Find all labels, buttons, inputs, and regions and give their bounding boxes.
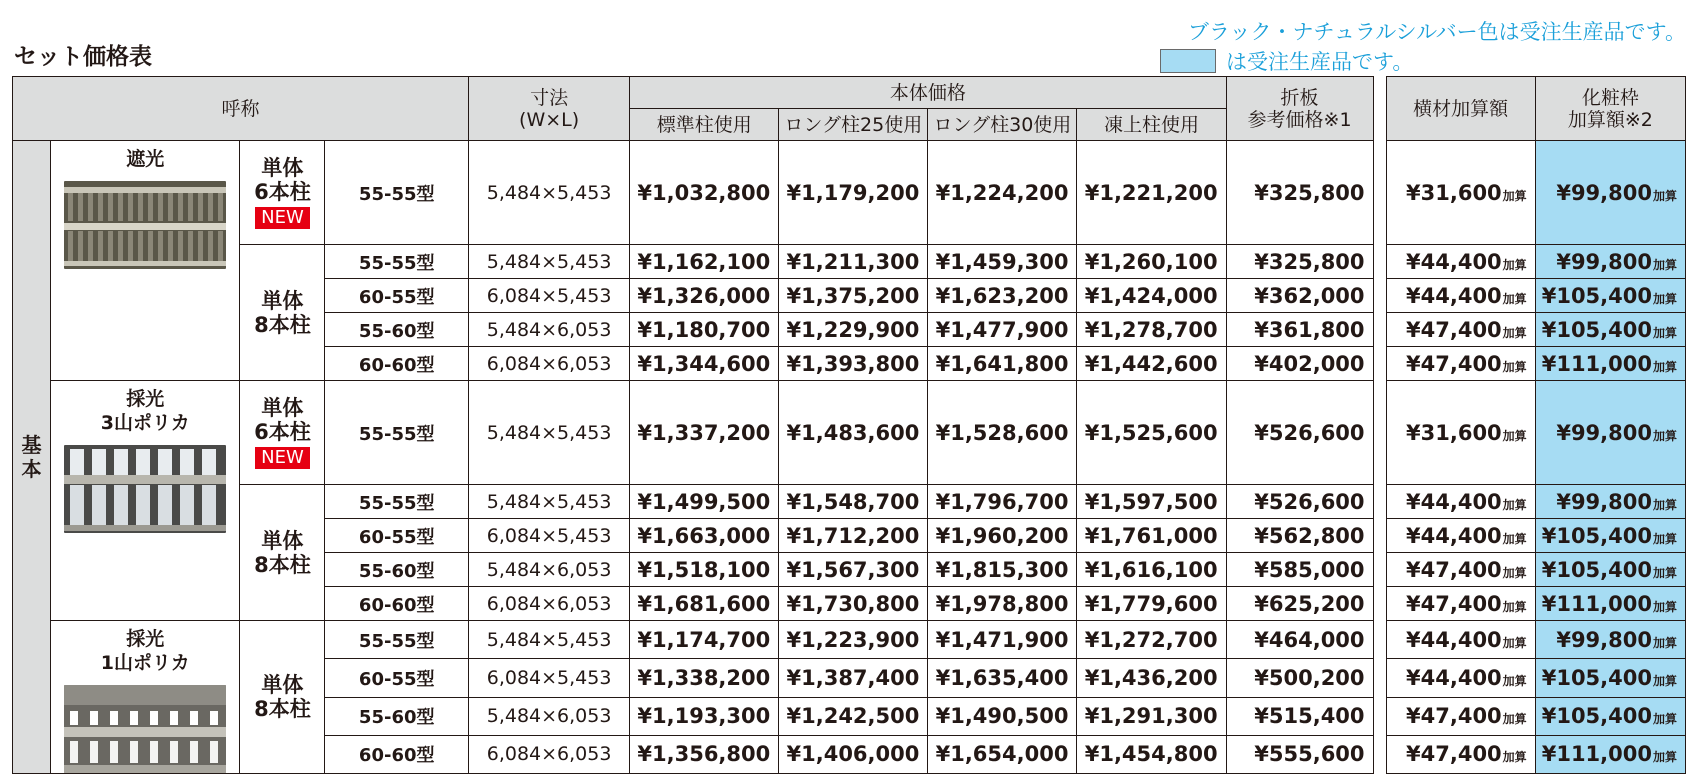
variant-label: 遮光 [126, 148, 165, 170]
price-long30-cell: ¥1,623,200 [928, 279, 1077, 313]
trim-value: ¥99,800 [1556, 489, 1652, 514]
price-long25-cell: ¥1,567,300 [779, 553, 928, 587]
post-count-label: 8本柱 [254, 697, 311, 721]
price-standard-cell: ¥1,518,100 [630, 553, 779, 587]
size-cell: 6,084×6,053 [469, 587, 630, 621]
trim-add-cell [1535, 347, 1685, 381]
price-standard-cell: ¥1,180,700 [630, 313, 779, 347]
add-suffix: 加算 [1502, 565, 1527, 580]
price-long25-cell: ¥1,730,800 [779, 587, 928, 621]
size-cell: 6,084×5,453 [469, 519, 630, 553]
add-suffix: 加算 [1502, 291, 1527, 306]
size-cell: 5,484×6,053 [469, 553, 630, 587]
beam-add-cell [1386, 485, 1535, 519]
variant-label: 採光 [126, 388, 165, 410]
price-long25-cell: ¥1,375,200 [779, 279, 928, 313]
column-gap [1373, 141, 1386, 245]
new-badge: NEW [255, 447, 310, 469]
add-suffix: 加算 [1502, 531, 1527, 546]
col-header-standard: 標準柱使用 [630, 109, 779, 141]
price-long30-cell: ¥1,978,800 [928, 587, 1077, 621]
table-row [13, 245, 1686, 279]
beam-add-cell [1386, 245, 1535, 279]
column-gap [1373, 697, 1386, 735]
beam-add-cell [1386, 735, 1535, 773]
table-row [13, 485, 1686, 519]
trim-value: ¥105,400 [1541, 665, 1652, 690]
model-cell: 60-60型 [325, 347, 469, 381]
unit-label: 単体 [261, 528, 304, 553]
panel-price-cell: ¥402,000 [1226, 347, 1373, 381]
add-suffix: 加算 [1502, 712, 1527, 727]
add-suffix: 加算 [1502, 257, 1527, 272]
price-frozen-cell: ¥1,454,800 [1077, 735, 1226, 773]
beam-add-cell [1386, 381, 1535, 485]
column-gap [1373, 621, 1386, 659]
beam-add-cell [1386, 587, 1535, 621]
add-suffix: 加算 [1502, 428, 1527, 443]
price-long30-cell: ¥1,471,900 [928, 621, 1077, 659]
panel-price-cell: ¥526,600 [1226, 381, 1373, 485]
price-long25-cell: ¥1,229,900 [779, 313, 928, 347]
trim-value: ¥111,000 [1541, 351, 1652, 376]
beam-value: ¥31,600 [1406, 180, 1502, 205]
trim-add-cell [1535, 553, 1685, 587]
price-long30-cell: ¥1,654,000 [928, 735, 1077, 773]
table-row [13, 621, 1686, 659]
price-standard-cell: ¥1,337,200 [630, 381, 779, 485]
trim-add-cell [1535, 381, 1685, 485]
trim-add-cell [1535, 245, 1685, 279]
panel-price-cell: ¥325,800 [1226, 245, 1373, 279]
price-long30-cell: ¥1,815,300 [928, 553, 1077, 587]
size-cell: 5,484×6,053 [469, 697, 630, 735]
beam-value: ¥47,400 [1406, 704, 1502, 729]
category-label: 基本 [21, 433, 42, 481]
size-cell: 6,084×6,053 [469, 347, 630, 381]
variant-cell [51, 621, 240, 774]
price-long25-cell: ¥1,548,700 [779, 485, 928, 519]
trim-add-cell [1535, 141, 1685, 245]
trim-add-cell [1535, 735, 1685, 773]
variant-sublabel: 1山ポリカ [100, 652, 190, 674]
model-cell: 60-55型 [325, 279, 469, 313]
unit-cell [240, 141, 325, 245]
add-suffix: 加算 [1652, 531, 1677, 546]
panel-price-cell: ¥325,800 [1226, 141, 1373, 245]
unit-cell [240, 485, 325, 621]
price-standard-cell: ¥1,356,800 [630, 735, 779, 773]
model-cell: 55-55型 [325, 141, 469, 245]
one-ridge-polycarbonate-roof-photo [51, 685, 239, 773]
panel-price-cell: ¥500,200 [1226, 659, 1373, 697]
column-gap [1373, 313, 1386, 347]
price-long30-cell: ¥1,459,300 [928, 245, 1077, 279]
trim-value: ¥105,400 [1541, 317, 1652, 342]
col-header-beam: 横材加算額 [1386, 77, 1535, 141]
unit-label: 単体 [261, 288, 304, 313]
legend-swatch [1160, 49, 1216, 73]
model-cell: 55-55型 [325, 245, 469, 279]
price-long25-cell: ¥1,179,200 [779, 141, 928, 245]
size-cell: 5,484×5,453 [469, 485, 630, 519]
category-cell [13, 141, 51, 774]
price-long30-cell: ¥1,960,200 [928, 519, 1077, 553]
panel-price-cell: ¥562,800 [1226, 519, 1373, 553]
price-frozen-cell: ¥1,779,600 [1077, 587, 1226, 621]
add-suffix: 加算 [1652, 359, 1677, 374]
beam-add-cell [1386, 697, 1535, 735]
legend-note [1160, 46, 1413, 76]
trim-add-cell [1535, 697, 1685, 735]
unit-label: 単体 [261, 673, 304, 697]
add-suffix: 加算 [1652, 497, 1677, 512]
shading-roof-photo [51, 181, 239, 269]
model-cell: 55-60型 [325, 313, 469, 347]
price-long30-cell: ¥1,477,900 [928, 313, 1077, 347]
price-frozen-cell: ¥1,291,300 [1077, 697, 1226, 735]
panel-price-cell: ¥361,800 [1226, 313, 1373, 347]
column-gap [1373, 587, 1386, 621]
price-standard-cell: ¥1,338,200 [630, 659, 779, 697]
beam-value: ¥47,400 [1406, 742, 1502, 767]
col-header-panel: 折板 参考価格※1 [1226, 77, 1373, 141]
add-suffix: 加算 [1502, 750, 1527, 765]
price-standard-cell: ¥1,174,700 [630, 621, 779, 659]
price-long30-cell: ¥1,224,200 [928, 141, 1077, 245]
column-gap [1373, 553, 1386, 587]
trim-value: ¥105,400 [1541, 523, 1652, 548]
panel-price-cell: ¥585,000 [1226, 553, 1373, 587]
panel-price-cell: ¥464,000 [1226, 621, 1373, 659]
beam-value: ¥44,400 [1406, 489, 1502, 514]
panel-price-cell: ¥362,000 [1226, 279, 1373, 313]
price-table-body [13, 141, 1686, 774]
size-cell: 5,484×6,053 [469, 313, 630, 347]
price-standard-cell: ¥1,032,800 [630, 141, 779, 245]
column-gap [1373, 77, 1386, 141]
column-gap [1373, 245, 1386, 279]
panel-price-cell: ¥515,400 [1226, 697, 1373, 735]
price-long30-cell: ¥1,641,800 [928, 347, 1077, 381]
price-long25-cell: ¥1,483,600 [779, 381, 928, 485]
post-count-label: 8本柱 [254, 552, 311, 577]
model-cell: 60-60型 [325, 735, 469, 773]
trim-value: ¥105,400 [1541, 283, 1652, 308]
trim-add-cell [1535, 519, 1685, 553]
variant-label: 採光 [126, 628, 165, 650]
trim-value: ¥99,800 [1556, 627, 1652, 652]
three-ridge-polycarbonate-roof-photo [51, 445, 239, 533]
beam-value: ¥47,400 [1406, 591, 1502, 616]
col-header-long25: ロング柱25使用 [779, 109, 928, 141]
price-frozen-cell: ¥1,221,200 [1077, 141, 1226, 245]
table-row [13, 141, 1686, 245]
add-suffix: 加算 [1652, 291, 1677, 306]
model-cell: 55-60型 [325, 553, 469, 587]
add-suffix: 加算 [1502, 673, 1527, 688]
column-gap [1373, 519, 1386, 553]
col-header-trim: 化粧枠 加算額※2 [1535, 77, 1685, 141]
post-count-label: 6本柱 [254, 180, 311, 204]
model-cell: 60-55型 [325, 519, 469, 553]
beam-add-cell [1386, 519, 1535, 553]
price-frozen-cell: ¥1,436,200 [1077, 659, 1226, 697]
model-cell: 55-55型 [325, 381, 469, 485]
price-long30-cell: ¥1,528,600 [928, 381, 1077, 485]
price-long25-cell: ¥1,406,000 [779, 735, 928, 773]
size-cell: 5,484×5,453 [469, 245, 630, 279]
column-gap [1373, 659, 1386, 697]
price-frozen-cell: ¥1,597,500 [1077, 485, 1226, 519]
size-cell: 6,084×5,453 [469, 659, 630, 697]
model-cell: 55-60型 [325, 697, 469, 735]
price-frozen-cell: ¥1,278,700 [1077, 313, 1226, 347]
variant-sublabel: 3山ポリカ [100, 412, 190, 434]
size-cell: 5,484×5,453 [469, 381, 630, 485]
trim-value: ¥99,800 [1556, 180, 1652, 205]
col-header-long30: ロング柱30使用 [928, 109, 1077, 141]
price-standard-cell: ¥1,326,000 [630, 279, 779, 313]
price-long30-cell: ¥1,635,400 [928, 659, 1077, 697]
unit-cell [240, 245, 325, 381]
trim-value: ¥99,800 [1556, 249, 1652, 274]
panel-price-cell: ¥555,600 [1226, 735, 1373, 773]
post-count-label: 8本柱 [254, 312, 311, 337]
beam-value: ¥47,400 [1406, 317, 1502, 342]
price-long25-cell: ¥1,211,300 [779, 245, 928, 279]
price-long25-cell: ¥1,242,500 [779, 697, 928, 735]
price-table [12, 76, 1686, 774]
price-standard-cell: ¥1,681,600 [630, 587, 779, 621]
trim-add-cell [1535, 659, 1685, 697]
beam-add-cell [1386, 621, 1535, 659]
add-suffix: 加算 [1652, 325, 1677, 340]
model-cell: 60-55型 [325, 659, 469, 697]
trim-add-cell [1535, 485, 1685, 519]
trim-add-cell [1535, 279, 1685, 313]
unit-label: 単体 [261, 396, 304, 420]
add-suffix: 加算 [1652, 188, 1677, 203]
size-cell: 5,484×5,453 [469, 141, 630, 245]
add-suffix: 加算 [1652, 712, 1677, 727]
col-header-body-price: 本体価格 [630, 77, 1226, 109]
unit-label: 単体 [261, 156, 304, 180]
new-badge: NEW [255, 207, 310, 229]
add-suffix: 加算 [1652, 599, 1677, 614]
made-to-order-note: ブラック・ナチュラルシルバー色は受注生産品です。 [1187, 20, 1686, 44]
add-suffix: 加算 [1652, 635, 1677, 650]
trim-add-cell [1535, 621, 1685, 659]
col-header-size: 寸法 (W×L) [469, 77, 630, 141]
add-suffix: 加算 [1652, 565, 1677, 580]
trim-add-cell [1535, 313, 1685, 347]
column-gap [1373, 347, 1386, 381]
legend-text: は受注生産品です。 [1226, 50, 1414, 74]
post-count-label: 6本柱 [254, 420, 311, 444]
panel-price-cell: ¥526,600 [1226, 485, 1373, 519]
price-frozen-cell: ¥1,761,000 [1077, 519, 1226, 553]
add-suffix: 加算 [1502, 635, 1527, 650]
price-long30-cell: ¥1,490,500 [928, 697, 1077, 735]
beam-add-cell [1386, 553, 1535, 587]
beam-value: ¥44,400 [1406, 665, 1502, 690]
panel-price-cell: ¥625,200 [1226, 587, 1373, 621]
trim-value: ¥111,000 [1541, 591, 1652, 616]
add-suffix: 加算 [1652, 428, 1677, 443]
add-suffix: 加算 [1502, 497, 1527, 512]
beam-value: ¥47,400 [1406, 351, 1502, 376]
trim-value: ¥99,800 [1556, 420, 1652, 445]
model-cell: 55-55型 [325, 485, 469, 519]
size-cell: 6,084×6,053 [469, 735, 630, 773]
add-suffix: 加算 [1652, 750, 1677, 765]
beam-add-cell [1386, 279, 1535, 313]
beam-value: ¥44,400 [1406, 249, 1502, 274]
trim-add-cell [1535, 587, 1685, 621]
table-row [13, 381, 1686, 485]
price-frozen-cell: ¥1,442,600 [1077, 347, 1226, 381]
col-header-name: 呼称 [13, 77, 469, 141]
beam-value: ¥47,400 [1406, 557, 1502, 582]
beam-value: ¥44,400 [1406, 627, 1502, 652]
price-frozen-cell: ¥1,525,600 [1077, 381, 1226, 485]
column-gap [1373, 735, 1386, 773]
add-suffix: 加算 [1502, 599, 1527, 614]
price-frozen-cell: ¥1,616,100 [1077, 553, 1226, 587]
trim-value: ¥105,400 [1541, 557, 1652, 582]
column-gap [1373, 485, 1386, 519]
price-long25-cell: ¥1,223,900 [779, 621, 928, 659]
price-frozen-cell: ¥1,260,100 [1077, 245, 1226, 279]
model-cell: 55-55型 [325, 621, 469, 659]
unit-cell [240, 621, 325, 774]
price-long25-cell: ¥1,712,200 [779, 519, 928, 553]
beam-value: ¥44,400 [1406, 523, 1502, 548]
size-cell: 6,084×5,453 [469, 279, 630, 313]
add-suffix: 加算 [1502, 325, 1527, 340]
beam-add-cell [1386, 347, 1535, 381]
beam-add-cell [1386, 313, 1535, 347]
size-cell: 5,484×5,453 [469, 621, 630, 659]
beam-add-cell [1386, 659, 1535, 697]
col-header-frozen: 凍上柱使用 [1077, 109, 1226, 141]
price-standard-cell: ¥1,663,000 [630, 519, 779, 553]
price-standard-cell: ¥1,499,500 [630, 485, 779, 519]
beam-value: ¥44,400 [1406, 283, 1502, 308]
beam-add-cell [1386, 141, 1535, 245]
page-title: セット価格表 [14, 44, 152, 70]
variant-cell [51, 141, 240, 381]
price-frozen-cell: ¥1,424,000 [1077, 279, 1226, 313]
price-long25-cell: ¥1,393,800 [779, 347, 928, 381]
add-suffix: 加算 [1502, 359, 1527, 374]
column-gap [1373, 279, 1386, 313]
price-long25-cell: ¥1,387,400 [779, 659, 928, 697]
price-long30-cell: ¥1,796,700 [928, 485, 1077, 519]
price-standard-cell: ¥1,344,600 [630, 347, 779, 381]
trim-value: ¥105,400 [1541, 704, 1652, 729]
price-standard-cell: ¥1,162,100 [630, 245, 779, 279]
add-suffix: 加算 [1652, 673, 1677, 688]
price-standard-cell: ¥1,193,300 [630, 697, 779, 735]
model-cell: 60-60型 [325, 587, 469, 621]
beam-value: ¥31,600 [1406, 420, 1502, 445]
unit-cell [240, 381, 325, 485]
price-frozen-cell: ¥1,272,700 [1077, 621, 1226, 659]
variant-cell [51, 381, 240, 621]
add-suffix: 加算 [1652, 257, 1677, 272]
column-gap [1373, 381, 1386, 485]
trim-value: ¥111,000 [1541, 742, 1652, 767]
add-suffix: 加算 [1502, 188, 1527, 203]
